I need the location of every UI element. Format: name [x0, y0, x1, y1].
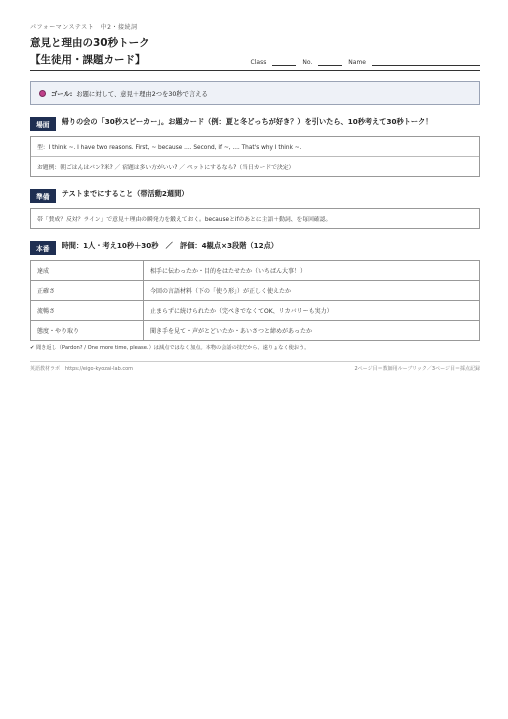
- prep-title: テストまでにすること（帯活動2週間）: [61, 189, 189, 198]
- prep-header: [30, 189, 480, 203]
- prep-box: [30, 208, 480, 229]
- goal-label: ゴール:: [51, 90, 73, 98]
- page-footer: [30, 361, 480, 372]
- table-row: [31, 261, 480, 281]
- student-fields: [251, 59, 480, 67]
- prep-tag: 準備: [30, 189, 56, 203]
- rubric-note: ✔ 聞き返し（Pardon? / One more time, please.）は減点ではなく加点。本物の会話の技だから、遠りょなく使おう。: [30, 345, 310, 351]
- page-subtitle: 【生徒用・課題カード】: [30, 54, 146, 66]
- rubric-description: 相手に伝わったか・目的をはたせたか（いちばん大事！）: [144, 261, 480, 281]
- class-label: Class: [250, 59, 267, 66]
- rubric-description: 止まらずに続けられたか（完ぺきでなくてOK、リカバリーも実力）: [144, 301, 480, 321]
- header-rule: [30, 70, 480, 71]
- table-row: [31, 321, 480, 341]
- topic-examples-row: お題例：朝ごはんはパン?米? ／ 宿題は多い方がいい? ／ ペットにするなら?（当日カードで決定）: [31, 156, 479, 176]
- page-title: 意見と理由の30秒トーク: [30, 37, 150, 49]
- rubric-criterion: 態度・やり取り: [31, 321, 144, 341]
- rubric-table: [30, 260, 480, 341]
- title-row: [30, 52, 480, 67]
- no-blank: [318, 59, 342, 66]
- rubric-description: 今回の言語材料（下の「使う形」）が正しく使えたか: [144, 281, 480, 301]
- rubric-description: 聞き手を見て・声がとどいたか・あいさつと締めがあったか: [144, 321, 480, 341]
- main-title: 時間：1人・考え10秒＋30秒 ／ 評価：4観点×3段階（12点）: [61, 241, 278, 250]
- prep-row: 帯「賛成？反対？ライン」で意見＋理由の瞬発力を鍛えておく。becauseとifのあとに主語＋動詞、を毎回確認。: [37, 217, 332, 223]
- scene-title: 帰りの会の「30秒スピーカー」。お題カード（例：夏と冬どっちが好き？）を引いたら、10秒考えて30秒トーク！: [61, 117, 433, 126]
- class-blank: [272, 59, 296, 66]
- target-icon: [39, 90, 46, 97]
- scene-tag: 場面: [30, 117, 56, 131]
- name-label: Name: [348, 59, 366, 66]
- header-eyebrow: パフォーマンステスト 中2・接続詞: [30, 24, 138, 31]
- goal-text: お題に対して、意見＋理由2つを30秒で言える: [76, 90, 208, 98]
- table-row: [31, 301, 480, 321]
- worksheet-page: [30, 22, 480, 372]
- main-header: [30, 241, 480, 255]
- no-label: No.: [302, 59, 313, 66]
- goal-box: [30, 81, 480, 105]
- scene-header: [30, 117, 480, 131]
- pattern-row: 型：I think ~. I have two reasons. First, ~ because .... Second, if ~, .... That's why I think ~.: [37, 145, 302, 151]
- rubric-criterion: 流暢さ: [31, 301, 144, 321]
- footer-right: 2ページ目＝教師用ルーブリック／3ページ目＝採点記録: [354, 366, 480, 372]
- main-tag: 本番: [30, 241, 56, 255]
- rubric-criterion: 達成: [31, 261, 144, 281]
- footer-left: 英語教材ラボ https://eigo-kyozai-lab.com: [30, 366, 134, 372]
- rubric-criterion: 正確さ: [31, 281, 144, 301]
- scene-box: [30, 136, 480, 177]
- name-blank: [372, 59, 480, 66]
- table-row: [31, 281, 480, 301]
